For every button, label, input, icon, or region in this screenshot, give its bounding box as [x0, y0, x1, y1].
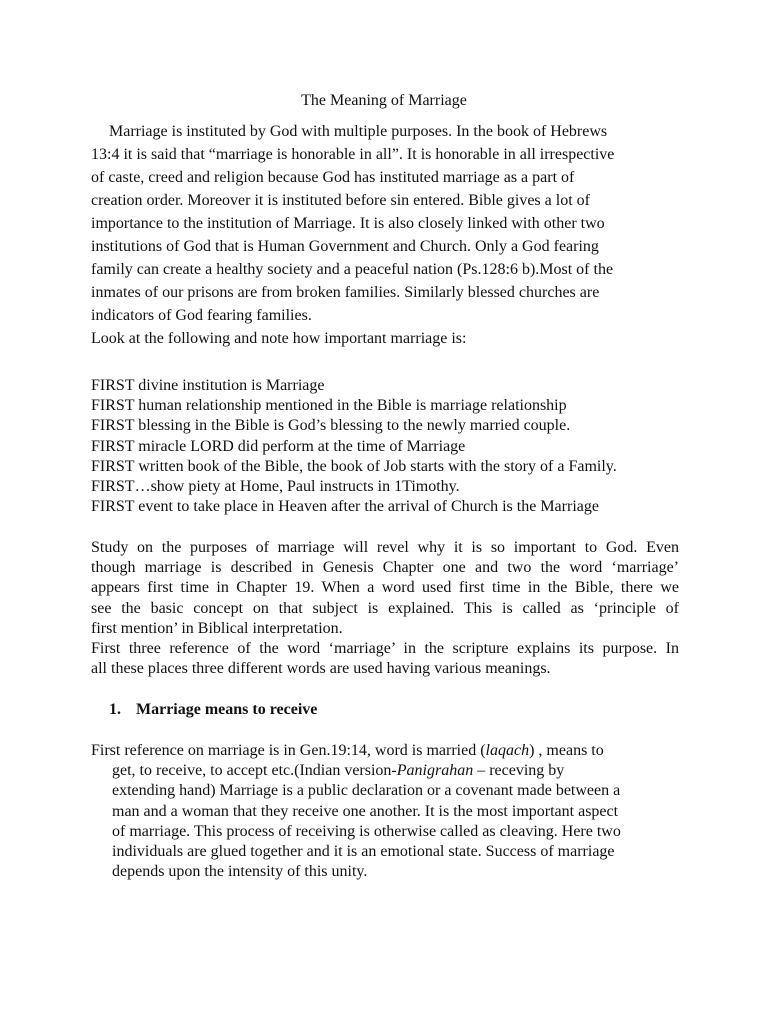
study-line: First three reference of the word ‘marriage’ in the scripture explains its purpose. In: [91, 640, 679, 658]
study-line: all these places three different words are used having various meanings.: [91, 660, 551, 678]
hebrew-term: laqach: [485, 742, 530, 759]
para-line: [91, 761, 691, 781]
para-line: man and a woman that they receive one another. It is the most important aspect: [112, 802, 619, 820]
para-line: depends upon the intensity of this unity.: [112, 863, 368, 881]
list-item: FIRST…show piety at Home, Paul instructs in 1Timothy.: [91, 478, 460, 496]
intro-line: inmates of our prisons are from broken families. Similarly blessed churches are: [91, 284, 600, 301]
section-title: Marriage means to receive: [136, 701, 318, 718]
list-item: FIRST divine institution is Marriage: [91, 377, 325, 394]
intro-line: Marriage is instituted by God with multiple purposes. In the book of Hebrews: [109, 123, 608, 140]
study-line: Study on the purposes of marriage will revel why it is so important to God. Even: [91, 539, 679, 556]
list-item: FIRST blessing in the Bible is God’s blessing to the newly married couple.: [91, 417, 571, 435]
intro-line: Look at the following and note how important marriage is:: [91, 330, 467, 347]
study-paragraph: [91, 538, 679, 679]
para-text: First reference on marriage is in Gen.19:14, word is married (: [91, 742, 486, 759]
para-line: of marriage. This process of receiving is otherwise called as cleaving. Here two: [112, 822, 621, 840]
intro-line: institutions of God that is Human Government and Church. Only a God fearing: [91, 238, 599, 255]
page-title: The Meaning of Marriage: [301, 92, 467, 109]
para-line: extending hand) Marriage is a public declaration or a covenant made between a: [112, 782, 621, 800]
intro-line: creation order. Moreover it is instituted before sin entered. Bible gives a lot of: [91, 192, 590, 209]
intro-line: of caste, creed and religion because God has instituted marriage as a part of: [91, 169, 575, 186]
list-item: FIRST miracle LORD did perform at the time of Marriage: [91, 437, 466, 455]
intro-line: 13:4 it is said that “marriage is honorable in all”. It is honorable in all irrespective: [91, 146, 615, 163]
intro-line: family can create a healthy society and a peaceful nation (Ps.128:6 b).Most of the: [91, 261, 614, 278]
intro-paragraph: [91, 120, 683, 350]
para-text: – receving by: [473, 762, 565, 780]
section-paragraph: [91, 741, 691, 882]
section-heading: [109, 700, 317, 720]
list-item: FIRST human relationship mentioned in the Bible is marriage relationship: [91, 397, 567, 415]
intro-line: indicators of God fearing families.: [91, 307, 312, 324]
para-text: get, to receive, to accept etc.(Indian version-: [112, 762, 397, 780]
study-line: though marriage is described in Genesis Chapter one and two the word ‘marriage’: [91, 559, 679, 577]
list-item: FIRST written book of the Bible, the book of Job starts with the story of a Family.: [91, 457, 617, 475]
para-line: [91, 741, 691, 761]
study-line: appears first time in Chapter 19. When a word used first time in the Bible, there we: [91, 579, 679, 597]
firsts-list: [91, 376, 711, 517]
intro-line: importance to the institution of Marriage. It is also closely linked with other two: [91, 215, 605, 232]
list-item: FIRST event to take place in Heaven after the arrival of Church is the Marriage: [91, 498, 599, 516]
section-number: 1.: [109, 701, 121, 718]
study-line: first mention’ in Biblical interpretation.: [91, 619, 343, 637]
study-line: see the basic concept on that subject is explained. This is called as ‘principle of: [91, 599, 679, 617]
indian-term: Panigrahan: [396, 762, 474, 780]
para-text: ) , means to: [529, 742, 604, 759]
para-line: individuals are glued together and it is an emotional state. Success of marriage: [112, 843, 615, 861]
